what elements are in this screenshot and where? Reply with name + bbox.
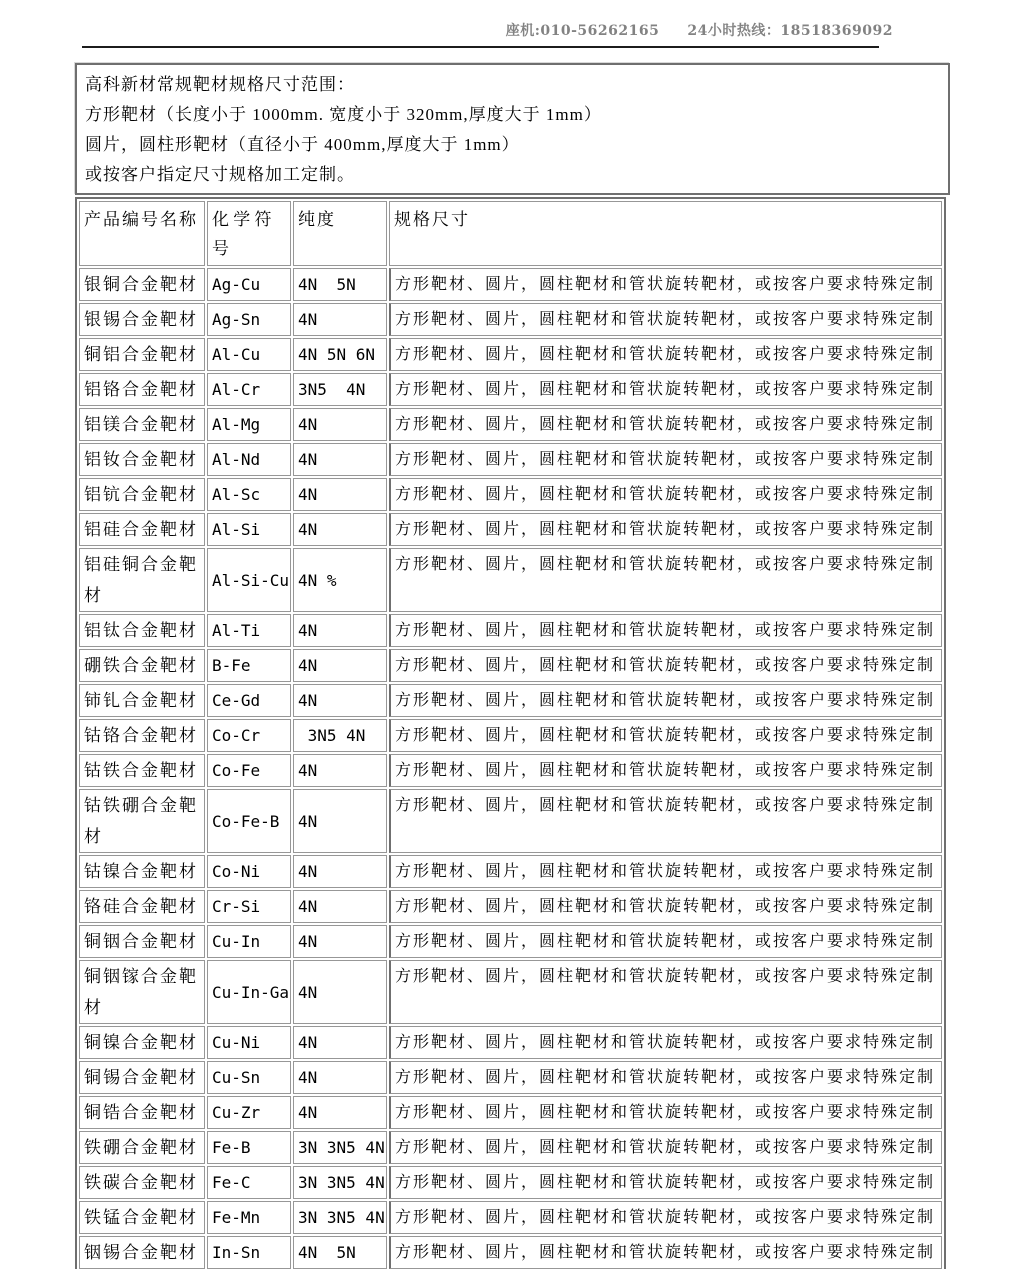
- product-name-cell: 铝铬合金靶材: [79, 373, 205, 406]
- purity-cell: 4N: [293, 684, 387, 717]
- table-row: [79, 614, 942, 647]
- spec-size-cell: 方形靶材、圆片，圆柱靶材和管状旋转靶材，或按客户要求特殊定制: [389, 684, 942, 717]
- chemical-symbol-cell: Cu-Ni: [207, 1026, 291, 1059]
- spec-size-cell: 方形靶材、圆片，圆柱靶材和管状旋转靶材，或按客户要求特殊定制: [389, 303, 942, 336]
- column-header-purity: 纯度: [293, 201, 387, 266]
- purity-cell: 4N 5N 6N: [293, 338, 387, 371]
- table-row: [79, 960, 942, 1024]
- spec-size-cell: 方形靶材、圆片，圆柱靶材和管状旋转靶材，或按客户要求特殊定制: [389, 338, 942, 371]
- chemical-symbol-cell: Al-Mg: [207, 408, 291, 441]
- table-row: [79, 1131, 942, 1164]
- purity-cell: 3N5 4N: [293, 373, 387, 406]
- spec-size-cell: 方形靶材、圆片，圆柱靶材和管状旋转靶材，或按客户要求特殊定制: [389, 443, 942, 476]
- table-row: [79, 1236, 942, 1269]
- table-row: [79, 548, 942, 612]
- spec-size-cell: 方形靶材、圆片，圆柱靶材和管状旋转靶材，或按客户要求特殊定制: [389, 649, 942, 682]
- product-name-cell: 铝镁合金靶材: [79, 408, 205, 441]
- column-header-spec-size: 规格尺寸: [389, 201, 942, 266]
- chemical-symbol-cell: Co-Cr: [207, 719, 291, 752]
- chemical-symbol-cell: Cu-Sn: [207, 1061, 291, 1094]
- chemical-symbol-cell: Ce-Gd: [207, 684, 291, 717]
- purity-cell: 4N 5N: [293, 1236, 387, 1269]
- table-row: [79, 925, 942, 958]
- spec-size-cell: 方形靶材、圆片，圆柱靶材和管状旋转靶材，或按客户要求特殊定制: [389, 925, 942, 958]
- target-spec-table: [75, 197, 946, 1269]
- chemical-symbol-cell: Fe-B: [207, 1131, 291, 1164]
- table-row: [79, 1201, 942, 1234]
- spec-size-cell: 方形靶材、圆片，圆柱靶材和管状旋转靶材，或按客户要求特殊定制: [389, 1061, 942, 1094]
- purity-cell: 4N: [293, 408, 387, 441]
- product-name-cell: 铝钕合金靶材: [79, 443, 205, 476]
- purity-cell: 3N5 4N: [293, 719, 387, 752]
- purity-cell: 4N: [293, 1096, 387, 1129]
- chemical-symbol-cell: Ag-Cu: [207, 268, 291, 301]
- chemical-symbol-cell: Fe-Mn: [207, 1201, 291, 1234]
- landline-number: 座机:010-56262165: [505, 23, 660, 39]
- chemical-symbol-cell: In-Sn: [207, 1236, 291, 1269]
- table-row: [79, 684, 942, 717]
- intro-line-square: 方形靶材（长度小于 1000mm. 宽度小于 320mm,厚度大于 1mm）: [85, 105, 602, 124]
- product-name-cell: 银铜合金靶材: [79, 268, 205, 301]
- product-name-cell: 铜锡合金靶材: [79, 1061, 205, 1094]
- purity-cell: 3N 3N5 4N: [293, 1166, 387, 1199]
- intro-line-custom: 或按客户指定尺寸规格加工定制。: [85, 165, 355, 184]
- chemical-symbol-cell: Co-Fe-B: [207, 789, 291, 853]
- spec-size-cell: 方形靶材、圆片，圆柱靶材和管状旋转靶材，或按客户要求特殊定制: [389, 268, 942, 301]
- chemical-symbol-cell: Al-Nd: [207, 443, 291, 476]
- purity-cell: 4N: [293, 614, 387, 647]
- spec-size-cell: 方形靶材、圆片，圆柱靶材和管状旋转靶材，或按客户要求特殊定制: [389, 1166, 942, 1199]
- product-name-cell: 铜铝合金靶材: [79, 338, 205, 371]
- chemical-symbol-cell: Cu-Zr: [207, 1096, 291, 1129]
- table-row: [79, 408, 942, 441]
- spec-size-cell: 方形靶材、圆片，圆柱靶材和管状旋转靶材，或按客户要求特殊定制: [389, 1131, 942, 1164]
- table-row: [79, 855, 942, 888]
- chemical-symbol-cell: Cr-Si: [207, 890, 291, 923]
- chemical-symbol-cell: Al-Cr: [207, 373, 291, 406]
- table-body: [79, 268, 942, 1269]
- purity-cell: 4N: [293, 855, 387, 888]
- chemical-symbol-cell: Cu-In-Ga: [207, 960, 291, 1024]
- table-row: [79, 1026, 942, 1059]
- chemical-symbol-cell: Al-Ti: [207, 614, 291, 647]
- purity-cell: 4N: [293, 1026, 387, 1059]
- table-row: [79, 338, 942, 371]
- purity-cell: 4N: [293, 478, 387, 511]
- product-name-cell: 硼铁合金靶材: [79, 649, 205, 682]
- spec-size-cell: 方形靶材、圆片，圆柱靶材和管状旋转靶材，或按客户要求特殊定制: [389, 408, 942, 441]
- chemical-symbol-cell: Cu-In: [207, 925, 291, 958]
- product-name-cell: 铜锆合金靶材: [79, 1096, 205, 1129]
- chemical-symbol-cell: Al-Cu: [207, 338, 291, 371]
- purity-cell: 4N 5N: [293, 268, 387, 301]
- product-name-cell: 铈钆合金靶材: [79, 684, 205, 717]
- product-name-cell: 铜铟合金靶材: [79, 925, 205, 958]
- product-name-cell: 铝钪合金靶材: [79, 478, 205, 511]
- spec-size-cell: 方形靶材、圆片，圆柱靶材和管状旋转靶材，或按客户要求特殊定制: [389, 754, 942, 787]
- table-row: [79, 443, 942, 476]
- purity-cell: 3N 3N5 4N: [293, 1131, 387, 1164]
- table-row: [79, 478, 942, 511]
- table-row: [79, 1166, 942, 1199]
- spec-size-cell: 方形靶材、圆片，圆柱靶材和管状旋转靶材，或按客户要求特殊定制: [389, 1096, 942, 1129]
- spec-size-cell: 方形靶材、圆片，圆柱靶材和管状旋转靶材，或按客户要求特殊定制: [389, 1026, 942, 1059]
- purity-cell: 4N: [293, 960, 387, 1024]
- purity-cell: 4N: [293, 789, 387, 853]
- product-name-cell: 钴铁合金靶材: [79, 754, 205, 787]
- purity-cell: 4N: [293, 513, 387, 546]
- hotline-number: 24小时热线：18518369092: [687, 23, 893, 39]
- product-name-cell: 铟锡合金靶材: [79, 1236, 205, 1269]
- spec-size-cell: 方形靶材、圆片，圆柱靶材和管状旋转靶材，或按客户要求特殊定制: [389, 1236, 942, 1269]
- product-name-cell: 铁锰合金靶材: [79, 1201, 205, 1234]
- table-header-row: [79, 201, 942, 266]
- spec-size-cell: 方形靶材、圆片，圆柱靶材和管状旋转靶材，或按客户要求特殊定制: [389, 719, 942, 752]
- spec-size-cell: 方形靶材、圆片，圆柱靶材和管状旋转靶材，或按客户要求特殊定制: [389, 890, 942, 923]
- spec-size-cell: 方形靶材、圆片，圆柱靶材和管状旋转靶材，或按客户要求特殊定制: [389, 960, 942, 1024]
- column-header-product-name: 产品编号名称: [79, 201, 205, 266]
- purity-cell: 4N: [293, 303, 387, 336]
- chemical-symbol-cell: B-Fe: [207, 649, 291, 682]
- spec-size-cell: 方形靶材、圆片，圆柱靶材和管状旋转靶材，或按客户要求特殊定制: [389, 855, 942, 888]
- chemical-symbol-cell: Ag-Sn: [207, 303, 291, 336]
- purity-cell: 4N: [293, 890, 387, 923]
- table-row: [79, 719, 942, 752]
- product-name-cell: 钴铬合金靶材: [79, 719, 205, 752]
- table-row: [79, 789, 942, 853]
- intro-line-round: 圆片，圆柱形靶材（直径小于 400mm,厚度大于 1mm）: [85, 135, 520, 154]
- table-row: [79, 303, 942, 336]
- product-name-cell: 铝硅铜合金靶材: [79, 548, 205, 612]
- purity-cell: 4N: [293, 649, 387, 682]
- intro-line-title: 高科新材常规靶材规格尺寸范围：: [85, 75, 355, 94]
- product-name-cell: 铜镍合金靶材: [79, 1026, 205, 1059]
- purity-cell: 3N 3N5 4N: [293, 1201, 387, 1234]
- spec-size-cell: 方形靶材、圆片，圆柱靶材和管状旋转靶材，或按客户要求特殊定制: [389, 614, 942, 647]
- table-row: [79, 513, 942, 546]
- table-row: [79, 754, 942, 787]
- spec-size-cell: 方形靶材、圆片，圆柱靶材和管状旋转靶材，或按客户要求特殊定制: [389, 1201, 942, 1234]
- purity-cell: 4N: [293, 925, 387, 958]
- chemical-symbol-cell: Fe-C: [207, 1166, 291, 1199]
- spec-size-cell: 方形靶材、圆片，圆柱靶材和管状旋转靶材，或按客户要求特殊定制: [389, 789, 942, 853]
- product-name-cell: 钴铁硼合金靶材: [79, 789, 205, 853]
- table-row: [79, 373, 942, 406]
- spec-size-cell: 方形靶材、圆片，圆柱靶材和管状旋转靶材，或按客户要求特殊定制: [389, 373, 942, 406]
- purity-cell: 4N: [293, 443, 387, 476]
- spec-size-cell: 方形靶材、圆片，圆柱靶材和管状旋转靶材，或按客户要求特殊定制: [389, 513, 942, 546]
- table-row: [79, 1061, 942, 1094]
- product-name-cell: 铝硅合金靶材: [79, 513, 205, 546]
- table-row: [79, 649, 942, 682]
- column-header-chemical-symbol: 化 学 符号: [207, 201, 291, 266]
- chemical-symbol-cell: Al-Si: [207, 513, 291, 546]
- product-name-cell: 铬硅合金靶材: [79, 890, 205, 923]
- table-row: [79, 890, 942, 923]
- purity-cell: 4N %: [293, 548, 387, 612]
- table-row: [79, 1096, 942, 1129]
- header-divider: [82, 46, 879, 48]
- product-name-cell: 铜铟镓合金靶材: [79, 960, 205, 1024]
- product-name-cell: 铝钛合金靶材: [79, 614, 205, 647]
- purity-cell: 4N: [293, 754, 387, 787]
- purity-cell: 4N: [293, 1061, 387, 1094]
- table-row: [79, 268, 942, 301]
- chemical-symbol-cell: Co-Ni: [207, 855, 291, 888]
- spec-size-cell: 方形靶材、圆片，圆柱靶材和管状旋转靶材，或按客户要求特殊定制: [389, 478, 942, 511]
- product-name-cell: 铁硼合金靶材: [79, 1131, 205, 1164]
- intro-box: [75, 63, 950, 195]
- contact-header: [75, 20, 893, 40]
- chemical-symbol-cell: Co-Fe: [207, 754, 291, 787]
- product-name-cell: 银锡合金靶材: [79, 303, 205, 336]
- chemical-symbol-cell: Al-Si-Cu: [207, 548, 291, 612]
- product-name-cell: 钴镍合金靶材: [79, 855, 205, 888]
- spec-size-cell: 方形靶材、圆片，圆柱靶材和管状旋转靶材，或按客户要求特殊定制: [389, 548, 942, 612]
- chemical-symbol-cell: Al-Sc: [207, 478, 291, 511]
- product-name-cell: 铁碳合金靶材: [79, 1166, 205, 1199]
